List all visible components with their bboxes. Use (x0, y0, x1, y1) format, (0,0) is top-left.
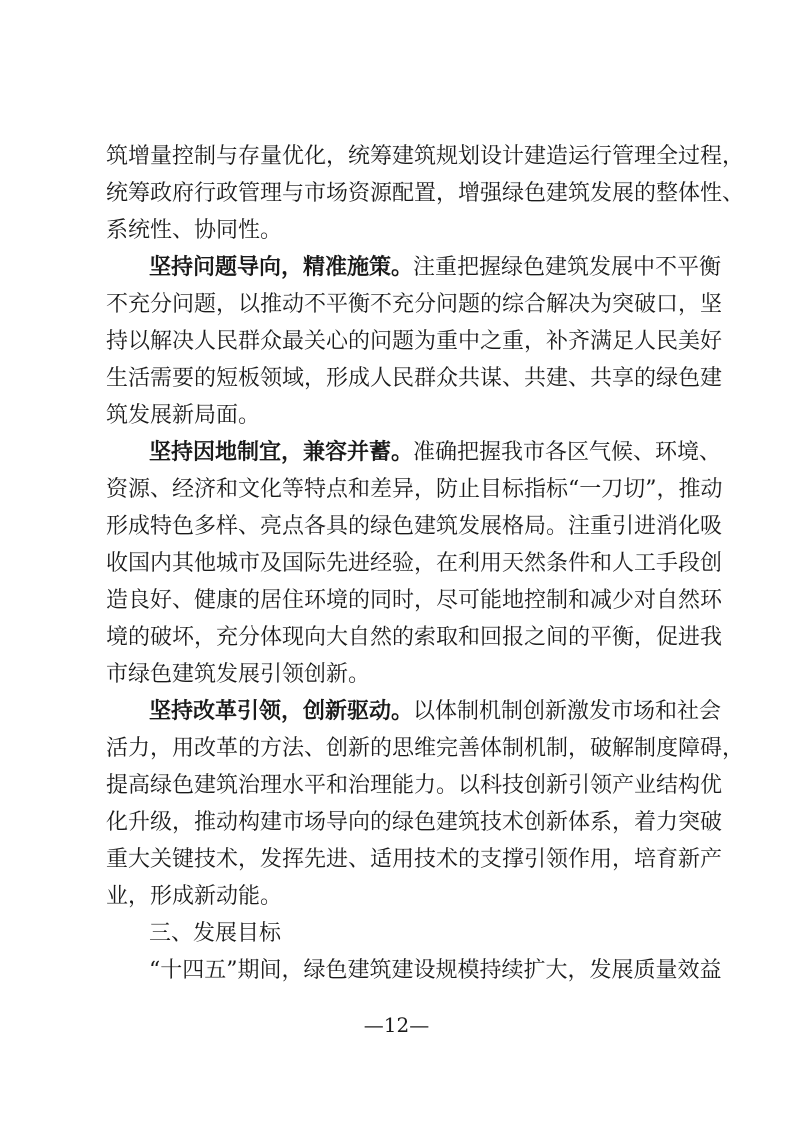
text-line: 造良好、健康的居住环境的同时，尽可能地控制和减少对自然环 (106, 588, 723, 613)
text-span: 以体制机制创新激发市场和社会 (413, 699, 722, 724)
paragraph-lead-bold: 坚持改革引领，创新驱动。 (149, 698, 414, 724)
text-line: 化升级，推动构建市场导向的绿色建筑技术创新体系，着力突破 (106, 810, 723, 835)
paragraph-first-line (106, 249, 722, 286)
text-line: 生活需要的短板领域，形成人民群众共谋、共建、共享的绿色建 (106, 366, 723, 391)
text-line: 形成特色多样、亮点各具的绿色建筑发展格局。注重引进消化吸 (106, 514, 723, 539)
text-line: 市绿色建筑发展引领创新。 (106, 662, 371, 687)
text-line: 业，形成新动能。 (106, 884, 283, 909)
paragraph-first-line (106, 693, 722, 730)
text-line: 不充分问题，以推动不平衡不充分问题的综合解决为突破口，坚 (106, 292, 723, 317)
text-line: 持以解决人民群众最关心的问题为重中之重，补齐满足人民美好 (106, 329, 723, 354)
text-line: 活力，用改革的方法、创新的思维完善体制机制，破解制度障碍， (106, 736, 745, 761)
paragraph-lead-bold: 坚持因地制宜，兼容并蓄。 (149, 439, 414, 465)
text-line: 境的破坏，充分体现向大自然的索取和回报之间的平衡，促进我 (106, 625, 723, 650)
page-number: —12— (363, 1013, 430, 1037)
text-line: 提高绿色建筑治理水平和治理能力。以科技创新引领产业结构优 (106, 773, 723, 798)
text-span: 准确把握我市各区气候、环境、 (413, 440, 722, 465)
text-line: 资源、经济和文化等特点和差异，防止目标指标“一刀切”，推动 (106, 477, 723, 502)
text-line: 筑增量控制与存量优化，统筹建筑规划设计建造运行管理全过程， (106, 144, 745, 169)
text-line: “十四五”期间，绿色建筑建设规模持续扩大，发展质量效益 (149, 958, 722, 983)
paragraph-lead-bold: 坚持问题导向，精准施策。 (149, 254, 414, 280)
text-line: 统筹政府行政管理与市场资源配置，增强绿色建筑发展的整体性、 (106, 181, 745, 206)
text-span: 注重把握绿色建筑发展中不平衡 (413, 255, 722, 280)
document-body (106, 138, 745, 989)
text-line: 重大关键技术，发挥先进、适用技术的支撑引领作用，培育新产 (106, 847, 723, 872)
paragraph-first-line (106, 434, 722, 471)
text-line: 筑发展新局面。 (106, 403, 261, 428)
text-line: 收国内其他城市及国际先进经验，在利用天然条件和人工手段创 (106, 551, 723, 576)
section-heading: 三、发展目标 (149, 921, 282, 946)
text-line: 系统性、协同性。 (106, 218, 283, 243)
